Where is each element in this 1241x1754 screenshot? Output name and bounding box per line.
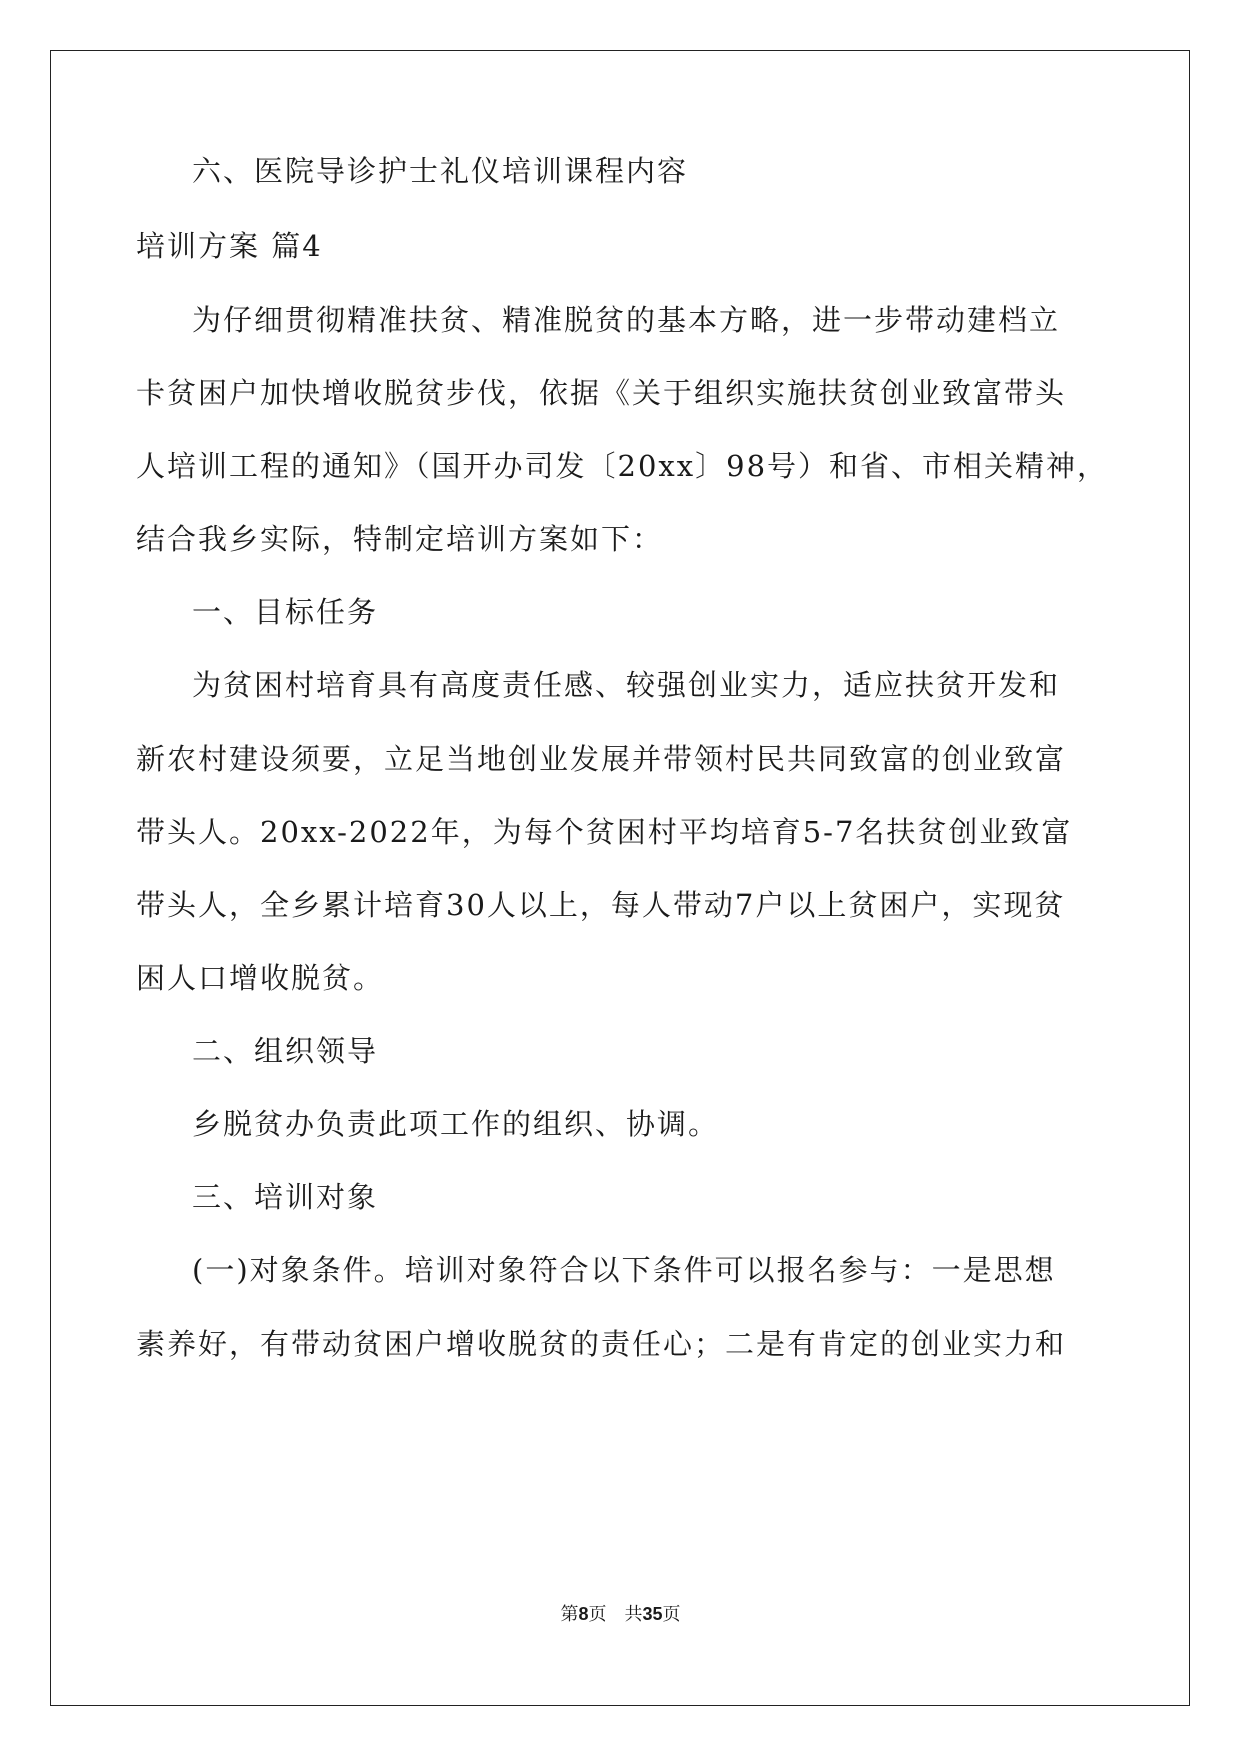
- page-footer: [0, 1600, 1241, 1626]
- paragraph-line: 卡贫困户加快增收脱贫步伐，依据《关于组织实施扶贫创业致富带头: [136, 376, 1067, 410]
- paragraph-line: 素养好，有带动贫困户增收脱贫的责任心；二是有肯定的创业实力和: [136, 1327, 1067, 1361]
- paragraph-line: 乡脱贫办负责此项工作的组织、协调。: [192, 1107, 720, 1141]
- paragraph-line: 人培训工程的通知》（国开办司发〔20xx〕98号）和省、市相关精神，: [136, 449, 1109, 483]
- page-suffix: 页: [662, 1604, 681, 1625]
- section-heading: 一、目标任务: [192, 595, 379, 629]
- page-mid: 页 共: [588, 1604, 643, 1625]
- section-heading: 六、医院导诊护士礼仪培训课程内容: [192, 154, 689, 188]
- paragraph-line: (一)对象条件。培训对象符合以下条件可以报名参与：一是思想: [192, 1253, 1056, 1287]
- paragraph-line: 结合我乡实际，特制定培训方案如下：: [136, 522, 664, 556]
- paragraph-line: 新农村建设须要，立足当地创业发展并带领村民共同致富的创业致富: [136, 742, 1067, 776]
- page-prefix: 第: [560, 1604, 579, 1625]
- paragraph-line: 为贫困村培育具有高度责任感、较强创业实力，适应扶贫开发和: [192, 668, 1061, 702]
- section-heading: 三、培训对象: [192, 1180, 379, 1214]
- paragraph-line: 带头人，全乡累计培育30人以上，每人带动7户以上贫困户，实现贫: [136, 888, 1066, 922]
- article-title: 培训方案 篇4: [136, 229, 323, 263]
- page-border: [50, 50, 1190, 1706]
- paragraph-line: 为仔细贯彻精准扶贫、精准脱贫的基本方略，进一步带动建档立: [192, 303, 1061, 337]
- paragraph-line: 带头人。20xx-2022年，为每个贫困村平均培育5-7名扶贫创业致富: [136, 815, 1073, 849]
- current-page-number: 8: [578, 1604, 589, 1624]
- section-heading: 二、组织领导: [192, 1034, 379, 1068]
- paragraph-line: 困人口增收脱贫。: [136, 961, 385, 995]
- total-page-number: 35: [642, 1604, 663, 1624]
